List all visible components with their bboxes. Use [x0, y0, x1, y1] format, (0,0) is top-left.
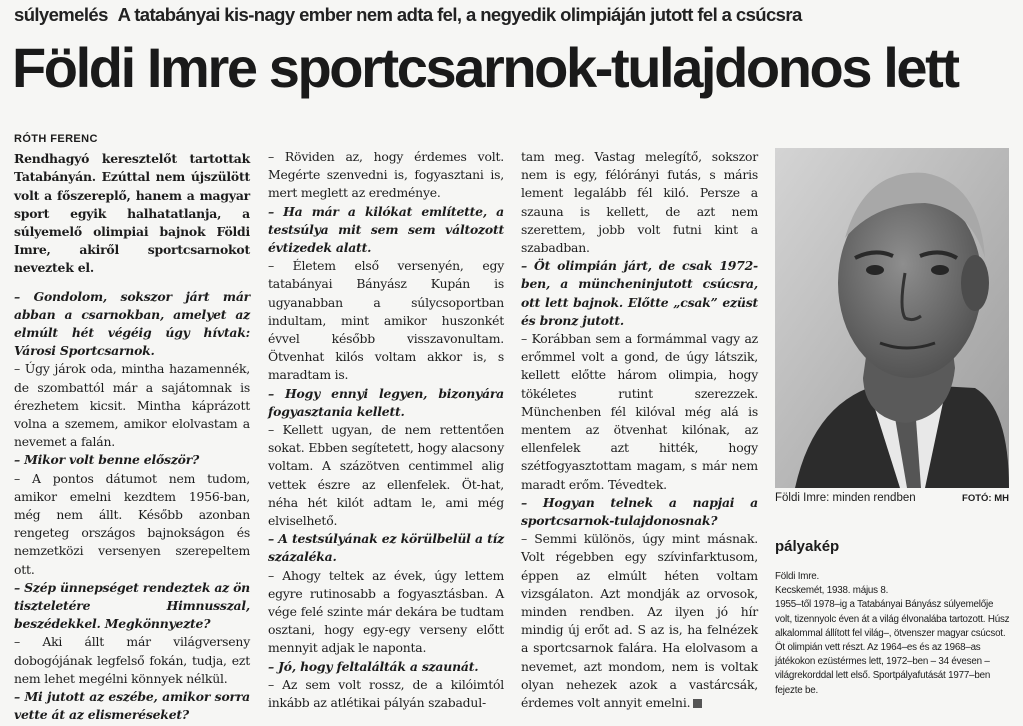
article-column-1	[14, 130, 250, 725]
interview-answer: – Korábban sem a formámmal vagy az erőmmel volt a gond, de úgy látszik, kellett előtte három olimpia, hogy tökéletes rutint szerezzek. Münchenben fél kilóval még alá is mentem az ötvenhat kilónak, az ellenfelek azt hitték, hogy szétfogyasztottam magam, s már nem maradt erőm. Tévedtek.	[521, 331, 758, 492]
lead-paragraph: Rendhagyó keresztelőt tartottak Tatabányán. Ezúttal nem újszülött volt a főszereplő, hanem a magyar sport egyik halhatatlanja, a súlyemelő olimpiai bajnok Földi Imre, akiről sportcsarnokot neveztek el.	[14, 151, 250, 276]
portrait-illustration	[775, 148, 1009, 488]
interview-question: – Ha már a kilókat említette, a testsúlya mit sem sem változott évtizedek alatt.	[268, 203, 504, 256]
end-of-article-mark	[693, 699, 702, 708]
profile-box-title: pályakép	[775, 538, 840, 555]
interview-question: – Öt olimpián járt, de csak 1972-ben, a müncheninjutott csúcsra, ott lett bajnok. Előtte „csak” ezüst és bronz jutott.	[521, 258, 758, 328]
interview-answer: – Semmi különös, úgy mint másnak. Volt régebben egy szívinfarktusom, éppen az elmúlt héten voltam vizsgálaton. Azt mondják az orvosok, minden rendben. Az ilyen jó hír mindig új erőt ad. S az is, ha felnézek a sportcsarnok falára. Ha elolvasom a nevemet, azt mondom, nem is voltak olyan nehezek azok a vastárcsák, érdemes volt annyit emelni.	[521, 531, 758, 711]
interview-answer: – Úgy járok oda, mintha hazamennék, de szombattól már a sajátomnak is érezhetem kicsit. Mintha káprázott volna a szemem, amikor elolvastam a nevemet a falán.	[14, 361, 250, 450]
section-label: súlyemelés	[14, 4, 108, 25]
interview-answer: – Az sem volt rossz, de a kilóimtól inkább az atlétikai pályán szabadul-	[268, 676, 504, 711]
interview-question: – Hogyan telnek a napjai a sportcsarnok-tulajdonosnak?	[521, 494, 758, 529]
headline: Földi Imre sportcsarnok-tulajdonos lett	[12, 36, 958, 99]
article-column-2	[268, 148, 504, 712]
kicker-text: A tatabányai kis-nagy ember nem adta fel, a negyedik olimpiáján jutott fel a csúcsra	[117, 4, 802, 25]
profile-box-text	[775, 570, 1011, 698]
interview-answer: – Ahogy teltek az évek, úgy lettem egyre rutinosabb a fogyasztásban. A vége felé szinte már dekára be tudtam osztani, hogy egy-egy verseny előtt mennyit adjak le naponta.	[268, 567, 504, 656]
interview-answer: – Aki állt már világverseny dobogójának legfelső fokán, tudja, ezt nem lehet megélni könnyek nélkül.	[14, 634, 250, 686]
photo-caption	[775, 492, 1009, 504]
profile-line: 1955–től 1978–ig a Tatabányai Bányász súlyemelője volt, tizennyolc éven át a világ élvonalába tartozott. Húsz alkalommal állított fel világ–, ötvenszer magyar csúcsot. Öt olimpián vett részt. Az 1964–es és az 1968–as játékokon ezüstérmes lett, 1972–ben – 34 évesen – világrekorddal lett első. Sportpályafutását 1977–ben fejezte be.	[775, 599, 1010, 696]
caption-text: Földi Imre: minden rendben	[775, 492, 916, 504]
interview-question: – Mi jutott az eszébe, amikor sorra vette át az elismeréseket?	[14, 689, 250, 723]
profile-line: Kecskemét, 1938. május 8.	[775, 585, 889, 597]
interview-answer: – Kellett ugyan, de nem rettentően sokat. Ebben segítetett, hogy alacsony voltam. A százötven centimmel alig vettek észre az ellenfelek. Öt-hat, néha hét kilót adtam le, ami még elviselhető.	[268, 422, 504, 529]
interview-answer: – Életem első versenyén, egy tatabányai Bányász Kupán is ugyanabban a súlycsoportban indultam, mint amikor huszonkét évvel később visszavonultam. Ötvenhat kilós voltam akkor is, s maradtam is.	[268, 258, 504, 383]
interview-answer: tam meg. Vastag melegítő, sokszor nem is egy, félórányi futás, s máris lement legalább fél kiló. Persze a szauna is kellett, de azt nem szerettem, jobb volt futni kint a szabadban.	[521, 149, 758, 256]
interview-question: – Szép ünnepséget rendeztek az ön tiszteletére Himnusszal, beszédekkel. Megkönnyezte?	[14, 579, 250, 632]
kicker	[14, 4, 1014, 26]
interview-question: – A testsúlyának ez körülbelül a tíz százaléka.	[268, 531, 504, 565]
profile-line: Földi Imre.	[775, 571, 820, 582]
portrait-photo	[775, 148, 1009, 488]
interview-question: – Mikor volt benne először?	[14, 452, 200, 468]
photo-credit: FOTÓ: MH	[962, 493, 1009, 504]
article-column-3	[521, 148, 758, 712]
interview-question: – Gondolom, sokszor járt már abban a csarnokban, amelyet az elmúlt hét végéig úgy hívtak: Városi Sportcsarnok.	[14, 288, 250, 359]
interview-answer: – A pontos dátumot nem tudom, amikor emelni kezdtem 1956-ban, még nem állt. Később azonban rengeteg országos bajnokságon és nemzetközi versenyen szerepeltem ott.	[14, 470, 250, 577]
interview-question: – Jó, hogy feltalálták a szaunát.	[268, 658, 479, 674]
interview-question: – Hogy ennyi legyen, bizonyára fogyasztania kellett.	[268, 385, 504, 419]
byline: RÓTH FERENC	[14, 133, 98, 145]
column-1-body	[14, 288, 250, 725]
interview-answer: – Röviden az, hogy érdemes volt. Megérte szenvedni is, fogyasztani is, mert meglett az eredménye.	[268, 149, 504, 201]
